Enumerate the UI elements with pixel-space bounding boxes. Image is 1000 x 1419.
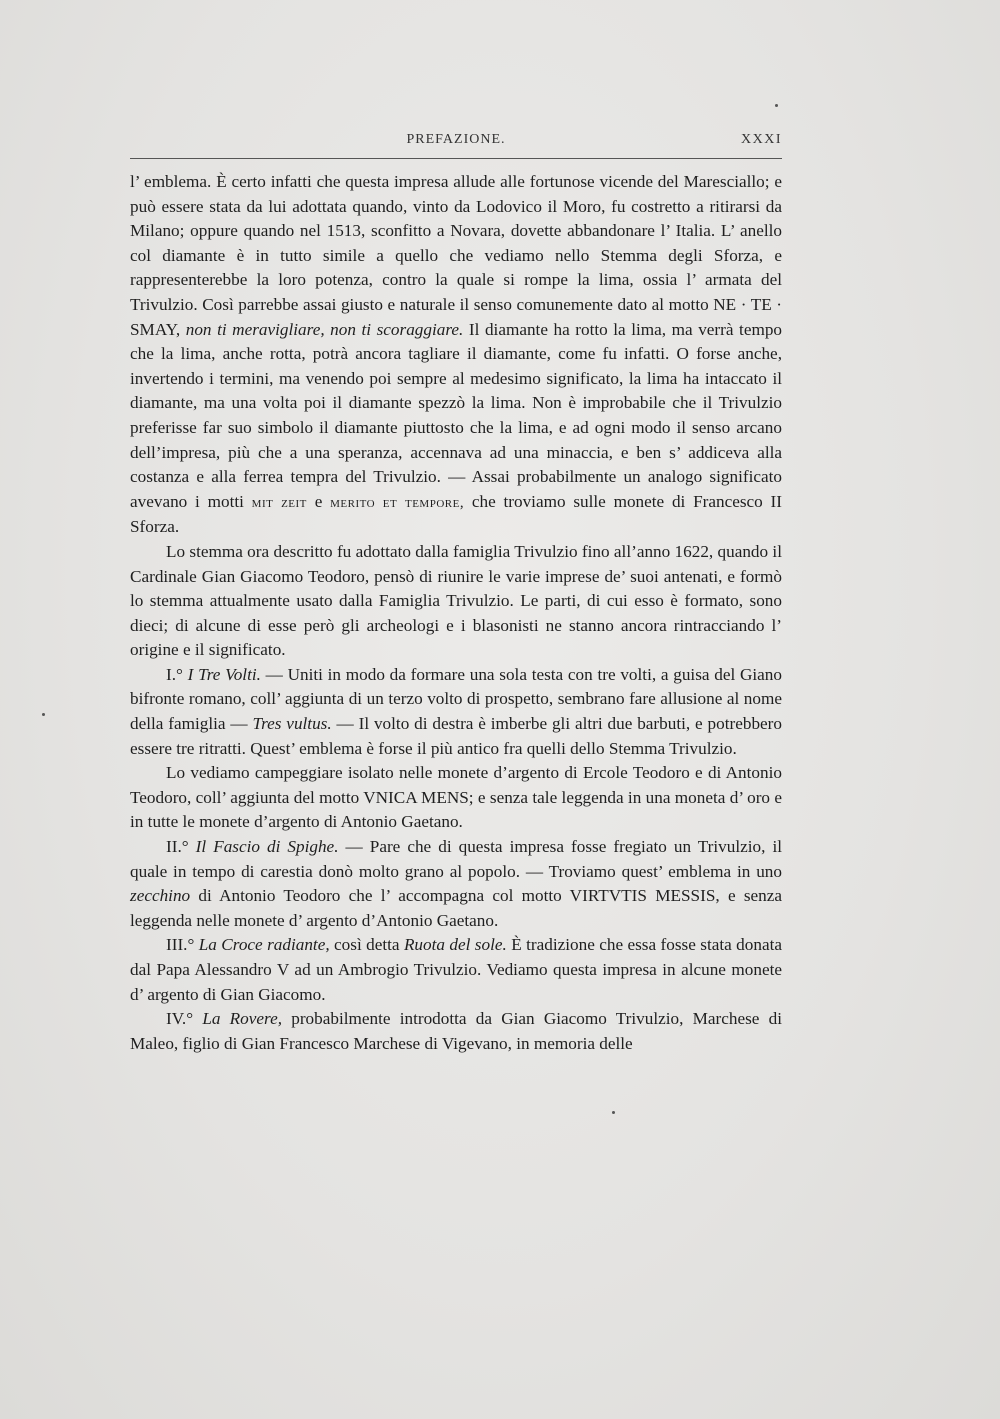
paragraph [130,835,782,933]
text-run: IV.° [166,1009,203,1029]
print-speck [775,104,778,107]
paragraph [130,663,782,761]
paragraph [130,1007,782,1056]
paragraph [130,761,782,835]
text-run: Lo vediamo campeggiare isolato nelle monete d’argento di Ercole Teodoro e di Antonio Teodoro, coll’ aggiunta del motto VNICA MENS; e senza tale leggenda in una moneta d’ oro e in tutte le monete d’argento di Antonio Gaetano. [130,763,782,832]
paragraph [130,540,782,663]
italic-text: I Tre Volti. [187,664,261,684]
print-speck [42,713,45,716]
text-run: così detta [329,935,404,955]
text-run: di Antonio Teodoro che l’ accompagna col motto VIRTVTIS MESSIS, e senza leggenda nelle monete d’ argento d’Antonio Gaetano. [130,886,782,930]
page-number: XXXI [741,132,782,147]
text-run: — Il volto di destra è imberbe gli altri due barbuti, e potrebbero essere tre ritratti. Quest’ emblema è forse il più antico fra quelli dello Stemma Trivulzio. [130,714,782,758]
body-text [130,170,782,1056]
page-header [130,132,782,154]
text-run: — Pare che di questa impresa fosse fregiato un Trivulzio, il quale in tempo di carestia donò molto grano al popolo. — Troviamo quest’ emblema in uno [130,837,782,881]
italic-text: zecchino [130,886,191,906]
text-run: Il diamante ha rotto la lima, ma verrà tempo che la lima, anche rotta, potrà ancora tagliare il diamante, come fu infatti. O forse anche, invertendo i termini, ma venendo poi sempre al medesimo significato, la lima ha intaccato il diamante, ma una volta poi il diamante spezzò la lima. Non è improbabile che il Trivulzio preferisse far suo simbolo il diamante piuttosto che la lima, e ad ogni modo il senso arcano dell’impresa, più che a una speranza, accennava ad una minaccia, e ben s’ addiceva alla costanza e alla ferrea tempra del Trivulzio. — Assai probabilmente un analogo significato avevano i motti [130,319,783,511]
text-run: l’ emblema. È certo infatti che questa impresa allude alle fortunose vicende del Maresciallo; e può essere stata da lui adottata quando, vinto da Lodovico il Moro, fu costretto a ritirarsi da Milano; oppure quando nel 1513, sconfitto a Novara, dovette abbandonare l’ Italia. L’ anello col diamante è in tutto simile a quello che vediamo nello Stemma degli Sforza, e rappresenterebbe la loro potenza, contro la quale si rompe la lima, ossia l’ armata del Trivulzio. Così parrebbe assai giusto e naturale il senso comunemente dato al motto NE · TE · SMAY, [130,172,782,339]
paragraph [130,933,782,1007]
text-run: — Uniti in modo da formare una sola testa con tre volti, a guisa del Giano bifronte romano, coll’ aggiunta di un terzo volto di prospetto, sembrano fare allusione al nome della famiglia — [130,664,782,734]
text-run: Lo stemma ora descritto fu adottato dalla famiglia Trivulzio fino all’anno 1622, quando il Cardinale Gian Giacomo Teodoro, pensò di riunire le varie imprese de’ suoi antenati, e formò lo stemma attualmente usato dalla Famiglia Trivulzio. Le parti, di cui esso è formato, sono dieci; di alcune di esse però gli archeologi e i blasonisti ne stanno ancora rintracciando l’ origine e il significato. [130,541,782,660]
text-run: che troviamo sulle monete di Francesco II Sforza. [130,491,782,537]
text-run: e [306,491,331,511]
paragraph [130,170,782,540]
italic-text: La Rovere, [202,1009,283,1029]
italic-text: non ti meravigliare, non ti scoraggiare. [185,319,464,339]
text-run: II.° [166,837,196,857]
italic-text: Tres vultus. [252,714,332,734]
small-caps-text: merito et tempore, [330,494,465,511]
print-speck [612,1111,615,1114]
header-rule [130,158,782,159]
text-run: III.° [166,935,199,955]
text-run: I.° [166,664,188,684]
text-run: È tradizione che essa fosse stata donata dal Papa Alessandro V ad un Ambrogio Trivulzio. Vediamo questa impresa in alcune monete d’ argento di Gian Giacomo. [130,935,782,1004]
running-title: PREFAZIONE. [406,132,506,147]
italic-text: La Croce radiante, [198,935,330,955]
small-caps-text: mit zeit [251,494,307,511]
italic-text: Ruota del sole. [403,935,507,955]
text-run: probabilmente introdotta da Gian Giacomo Trivulzio, Marchese di Maleo, figlio di Gian Francesco Marchese di Vigevano, in memoria delle [130,1009,782,1053]
italic-text: Il Fascio di Spighe. [195,837,339,857]
